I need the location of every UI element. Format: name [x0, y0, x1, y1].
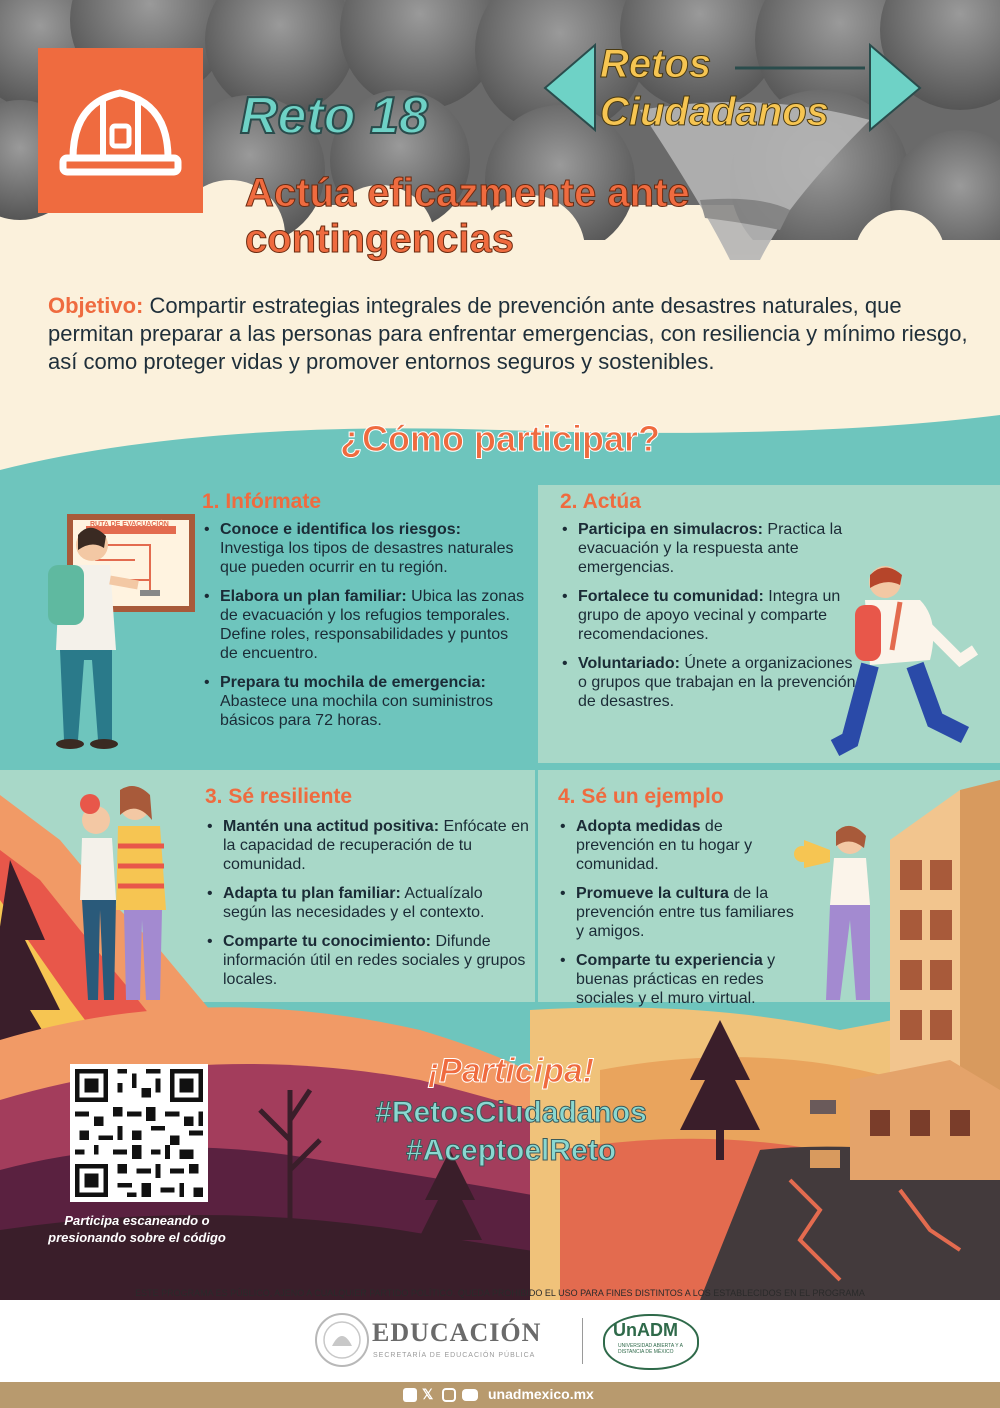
retos-line2: Ciudadanos — [600, 90, 829, 134]
list-item: • Voluntariado: Únete a organizaciones o grupos que trabajan en la prevención de desastres. — [560, 654, 860, 711]
logo-bar — [0, 1300, 1000, 1382]
how-to-participate-title: ¿Cómo participar? — [339, 418, 661, 459]
section-title: 1. Infórmate — [202, 490, 322, 513]
list-item: • Adapta tu plan familiar: Actualízalo según las necesidades y el contexto. — [205, 884, 530, 922]
hard-hat-badge — [38, 48, 203, 213]
facebook-icon[interactable] — [403, 1388, 417, 1402]
list-item: • Mantén una actitud positiva: Enfócate en la capacidad de recuperación de tu comunidad. — [205, 817, 530, 874]
list-item: • Comparte tu conocimiento: Difunde información útil en redes sociales y grupos locales. — [205, 932, 530, 989]
section-resiliente — [205, 785, 530, 999]
unadm-logo-subtitle: UNIVERSIDAD ABIERTA Y A DISTANCIA DE MÉXICO — [618, 1343, 683, 1355]
challenge-number: Reto 18 — [240, 87, 428, 145]
evacuation-map-label: RUTA DE EVACUACIÓN — [90, 521, 169, 528]
objective-text: Compartir estrategias integrales de prevención ante desastres naturales, que permitan preparar a las personas para enfrentar emergencias, con resiliencia y mínimo riesgo, así como proteger vidas y promover entornos seguros y sostenibles. — [48, 293, 968, 374]
list-item: • Conoce e identifica los riesgos: Investiga los tipos de desastres naturales que pueden ocurrir en tu región. — [202, 520, 527, 577]
section-title: 4. Sé un ejemplo — [558, 785, 724, 808]
qr-caption: Participa escaneando o presionando sobre el código — [48, 1213, 226, 1245]
x-icon[interactable]: 𝕏 — [422, 1386, 434, 1402]
objective-label: Objetivo: — [48, 293, 144, 318]
list-item: • Prepara tu mochila de emergencia: Abastece una mochila con suministros básicos para 72 horas. — [202, 673, 527, 730]
participa-heading: ¡Participa! — [427, 1052, 595, 1090]
retos-ciudadanos-label — [600, 40, 829, 136]
educacion-logo: EDUCACIÓN — [372, 1318, 542, 1347]
website-link[interactable]: unadmexico.mx — [488, 1386, 594, 1402]
section-list — [558, 817, 803, 1008]
legal-disclaimer: ESTE PROGRAMA ES PÚBLICO, AJENO A CUALQUIER PARTIDO POLÍTICO. QUEDA PROHIBIDO EL USO PARA FINES DISTINTOS A LOS ESTABLECIDOS EN EL PROGRAMA — [135, 1288, 865, 1298]
list-item: • Adopta medidas de prevención en tu hogar y comunidad. — [558, 817, 803, 874]
hashtag-retos[interactable]: #RetosCiudadanos — [375, 1096, 647, 1129]
sep-logo-subtitle: SECRETARÍA DE EDUCACIÓN PÚBLICA — [373, 1352, 536, 1359]
section-ejemplo — [558, 785, 803, 1018]
unadm-logo-text: UnADM — [613, 1320, 678, 1340]
section-informate — [202, 490, 527, 740]
section-list — [202, 520, 527, 730]
retos-line1: Retos — [600, 42, 712, 86]
main-title-line1: Actúa eficazmente ante — [245, 171, 690, 215]
qr-code-icon — [70, 1064, 208, 1202]
section-actua — [560, 490, 860, 721]
main-title-line2: contingencias — [245, 217, 514, 261]
objective-paragraph — [48, 292, 968, 376]
hard-hat-icon — [38, 48, 203, 213]
list-item: • Participa en simulacros: Practica la evacuación y la respuesta ante emergencias. — [560, 520, 860, 577]
list-item: • Promueve la cultura de la prevención entre tus familiares y amigos. — [558, 884, 803, 941]
youtube-icon[interactable] — [462, 1389, 478, 1401]
main-title — [245, 170, 690, 262]
hashtag-acepto[interactable]: #AceptoelReto — [405, 1134, 617, 1167]
logo-divider — [582, 1318, 583, 1364]
mexico-seal-icon — [314, 1312, 370, 1368]
list-item: • Comparte tu experiencia y buenas prácticas en redes sociales y el muro virtual. — [558, 951, 803, 1008]
section-list — [560, 520, 860, 711]
section-list — [205, 817, 530, 989]
section-title: 2. Actúa — [560, 490, 641, 513]
section-title: 3. Sé resiliente — [205, 785, 353, 808]
instagram-icon[interactable] — [442, 1388, 456, 1402]
list-item: • Fortalece tu comunidad: Integra un grupo de apoyo vecinal y comparte recomendaciones. — [560, 587, 860, 644]
list-item: • Elabora un plan familiar: Ubica las zonas de evacuación y los refugios temporales. Define roles, responsabilidades y puntos de encuentro. — [202, 587, 527, 663]
qr-code[interactable] — [70, 1064, 208, 1202]
